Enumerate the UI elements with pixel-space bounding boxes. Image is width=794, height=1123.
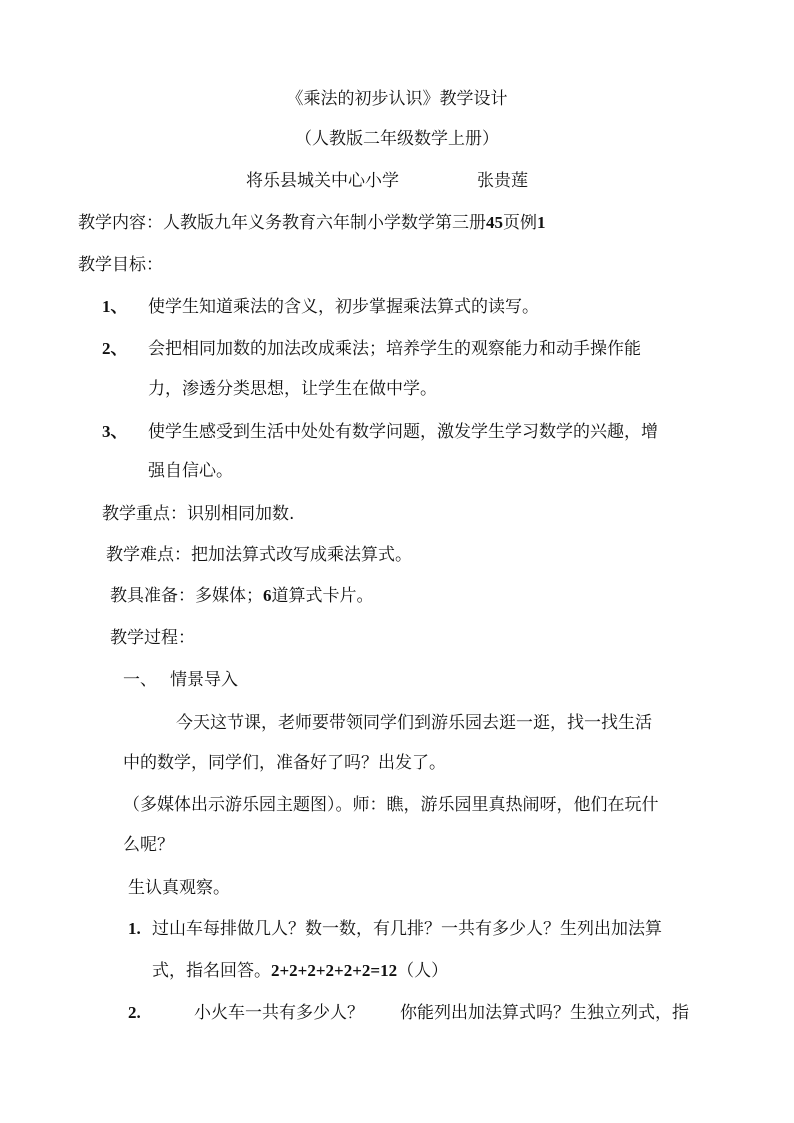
question-number: 1. [128, 919, 141, 938]
materials-text: 多媒体； [195, 586, 263, 606]
question-number: 2. [128, 1003, 141, 1022]
objective-number: 1、 [102, 297, 128, 316]
materials-label: 教具准备： [110, 586, 195, 606]
question-text [152, 960, 448, 982]
materials [110, 585, 374, 607]
materials-text: 道算式卡片。 [271, 586, 374, 606]
key-point [102, 503, 294, 525]
addition-formula: 2+2+2+2+2+2=12 [271, 961, 398, 980]
key-point-label: 教学重点： [102, 504, 187, 524]
question-text-part: 式，指名回答。 [152, 961, 271, 981]
objective-text: 强自信心。 [148, 461, 233, 481]
question-text: 你能列出加法算式吗？生独立列式，指 [400, 1003, 689, 1023]
teaching-content-page-suffix: 页例 [503, 213, 537, 233]
objective-text: 使学生知道乘法的含义，初步掌握乘法算式的读写。 [148, 297, 539, 317]
question-text-part: （人） [397, 961, 449, 981]
paragraph-line: （多媒体出示游乐园主题图）。师：瞧，游乐园里真热闹呀，他们在玩什 [123, 795, 659, 815]
objective-number: 2、 [102, 339, 128, 358]
paragraph-line: 么呢？ [123, 835, 174, 855]
paragraph-line: 生认真观察。 [128, 878, 230, 898]
paragraph-line: 中的数学，同学们，准备好了吗？出发了。 [123, 753, 446, 773]
document-title: 《乘法的初步认识》教学设计 [286, 89, 508, 109]
difficulty-text: 把加法算式改写成乘法算式。 [191, 545, 412, 565]
teaching-content-label: 教学内容： [78, 213, 163, 233]
objective-text: 力，渗透分类思想，让学生在做中学。 [148, 379, 437, 399]
teaching-content-text: 人教版九年义务教育六年制小学数学第三册 [163, 213, 486, 233]
school-name: 将乐县城关中心小学 [246, 171, 399, 191]
difficulty-label: 教学难点： [106, 545, 191, 565]
objective-text: 使学生感受到生活中处处有数学问题，激发学生学习数学的兴趣，增 [148, 422, 658, 442]
objectives-label: 教学目标： [78, 255, 163, 275]
process-label: 教学过程： [110, 628, 195, 648]
objective-text: 会把相同加数的加法改成乘法；培养学生的观察能力和动手操作能 [148, 339, 641, 359]
difficulty [106, 544, 412, 566]
section-title: 情景导入 [170, 670, 238, 690]
author-name: 张贵莲 [477, 171, 528, 191]
teaching-content [78, 212, 546, 234]
question-text: 小火车一共有多少人？ [194, 1003, 364, 1023]
document-subtitle: （人教版二年级数学上册） [295, 129, 499, 149]
question-text: 过山车每排做几人？数一数，有几排？一共有多少人？生列出加法算 [152, 919, 662, 939]
teaching-content-page: 45 [486, 213, 503, 232]
objective-number: 3、 [102, 422, 128, 441]
paragraph-line: 今天这节课，老师要带领同学们到游乐园去逛一逛，找一找生活 [176, 713, 652, 733]
section-number: 一、 [123, 670, 157, 690]
materials-count: 6 [263, 586, 272, 605]
teaching-content-example: 1 [537, 213, 546, 232]
key-point-text: 识别相同加数. [187, 504, 295, 524]
